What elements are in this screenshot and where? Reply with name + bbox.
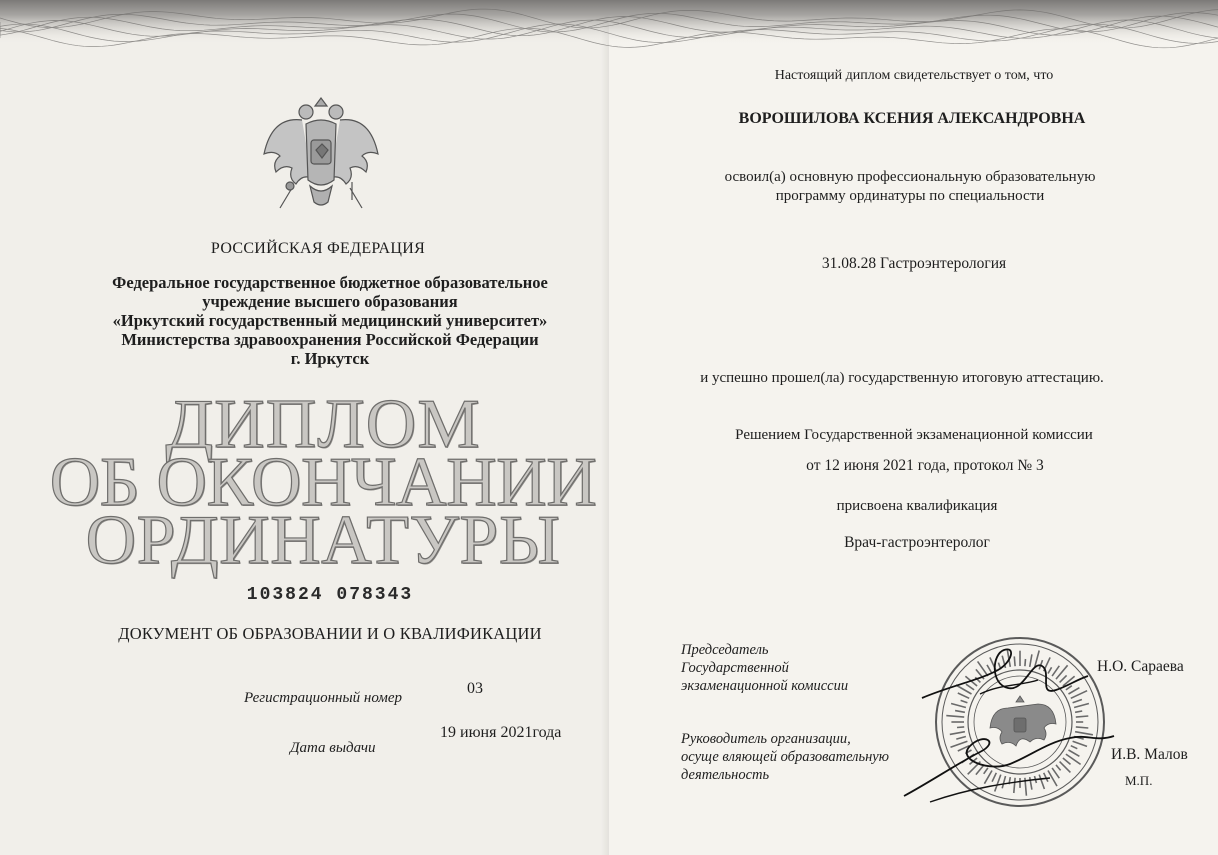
serial-number: 103824 078343 <box>246 585 414 605</box>
org-line: «Иркутский государственный медицинский университет» <box>112 311 548 330</box>
program-statement <box>725 168 1096 206</box>
org-line: г. Иркутск <box>290 349 370 368</box>
qualification-value: Врач-гастроэнтеролог <box>844 534 990 551</box>
document-kind: ДОКУМЕНТ ОБ ОБРАЗОВАНИИ И О КВАЛИФИКАЦИИ <box>118 624 542 643</box>
chair-title <box>681 641 848 695</box>
qualification-label: присвоена квалификация <box>836 498 998 514</box>
diploma-title <box>49 386 597 579</box>
specialty: 31.08.28 Гастроэнтерология <box>821 255 1007 272</box>
head-line: осуще вляющей образовательную <box>681 749 889 765</box>
chair-name: Н.О. Сараева <box>1097 658 1184 675</box>
head-line: Руководитель организации, <box>681 731 851 747</box>
registration-number-label: Регистрационный номер <box>244 690 403 706</box>
chair-line: Государственной <box>681 660 789 676</box>
commission-decision: Решением Государственной экзаменационной комиссии <box>735 427 1093 443</box>
head-line: деятельность <box>681 767 770 783</box>
org-line: Федеральное государственное бюджетное образовательное <box>112 273 548 292</box>
issue-date-label: Дата выдачи <box>290 740 376 756</box>
organization-name <box>112 273 548 368</box>
title-line: ОБ ОКОНЧАНИИ <box>49 444 597 521</box>
title-line: ОРДИНАТУРЫ <box>85 502 561 579</box>
page-fold <box>601 0 609 855</box>
attestation-statement: и успешно прошел(ла) государственную итоговую аттестацию. <box>700 370 1104 386</box>
program-line: программу ординатуры по специальности <box>775 188 1045 204</box>
certification-text: Настоящий диплом свидетельствует о том, что <box>774 68 1054 83</box>
protocol-date: от 12 июня 2021 года, протокол № 3 <box>806 457 1044 474</box>
chair-signature-icon <box>920 640 1090 720</box>
org-line: учреждение высшего образования <box>202 292 458 311</box>
program-line: освоил(а) основную профессиональную образовательную <box>724 169 1096 185</box>
chair-line: экзаменационной комиссии <box>681 678 849 694</box>
chair-line: Председатель <box>681 642 769 658</box>
seal-place-label: М.П. <box>1125 773 1153 788</box>
org-line: Министерства здравоохранения Российской Федерации <box>121 330 539 349</box>
graduate-name: ВОРОШИЛОВА КСЕНИЯ АЛЕКСАНДРОВНА <box>738 110 1086 127</box>
country-name: РОССИЙСКАЯ ФЕДЕРАЦИЯ <box>210 240 426 257</box>
guilloche-band <box>0 0 1218 72</box>
head-name: И.В. Малов <box>1111 746 1188 763</box>
issue-date-value: 19 июня 2021года <box>440 724 562 741</box>
head-title <box>681 730 889 784</box>
head-signature-icon <box>900 712 1120 808</box>
title-line: ДИПЛОМ <box>165 386 481 463</box>
registration-number-value: 03 <box>467 680 483 697</box>
russian-coat-of-arms-icon <box>262 88 380 226</box>
